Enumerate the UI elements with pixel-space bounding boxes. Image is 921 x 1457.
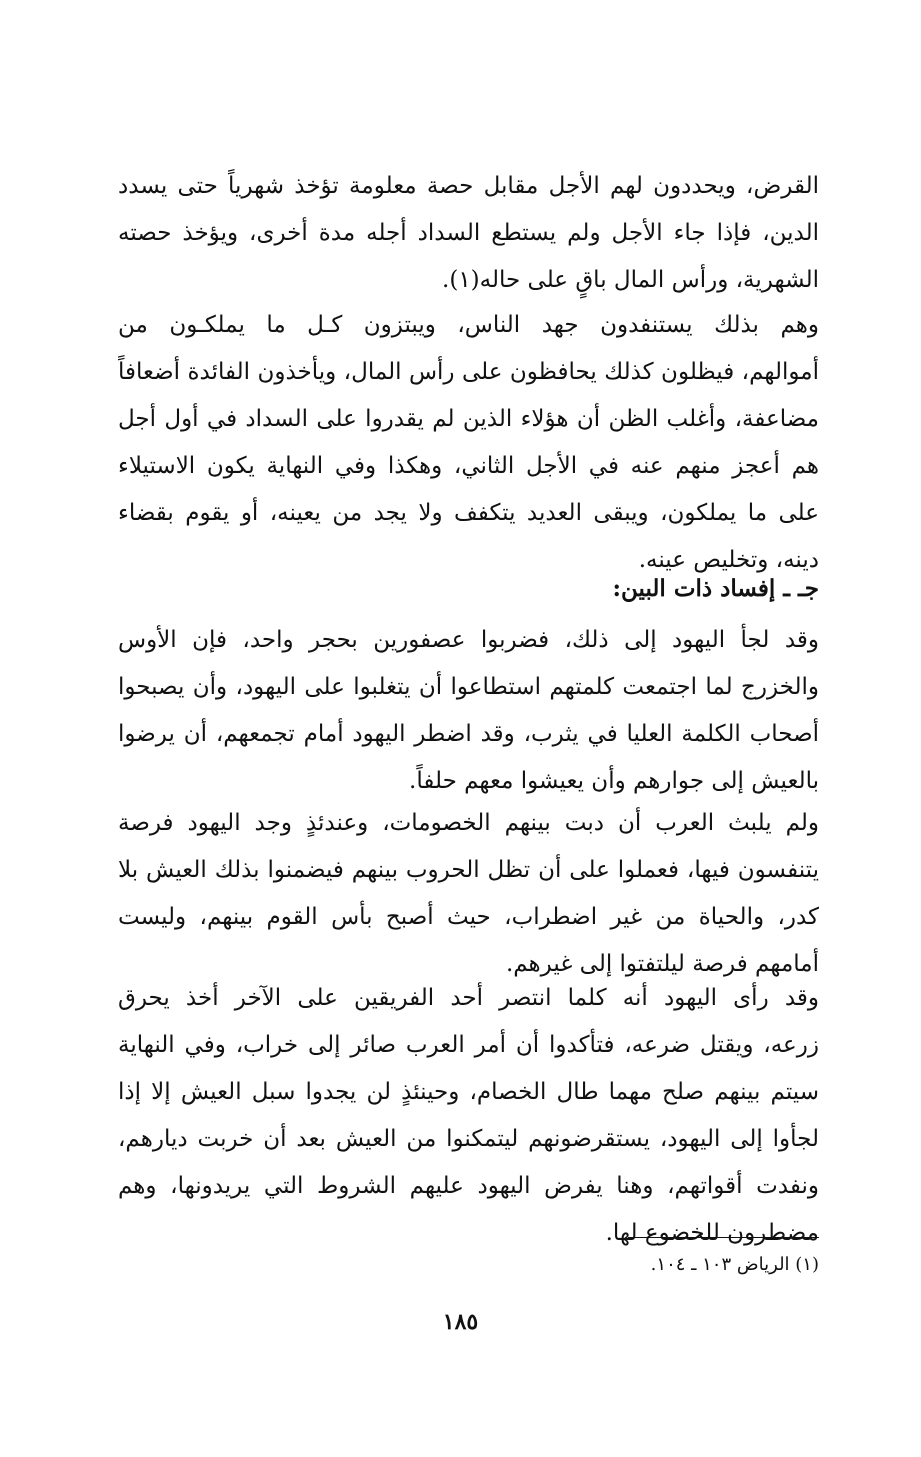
text-line: لجأوا إلى اليهود، يستقرضونهم ليتمكنوا من العيش بعد أن خربت ديارهم، xyxy=(118,1126,819,1152)
text-line: والخزرج لما اجتمعت كلمتهم استطاعوا أن يتغلبوا على اليهود، وأن يصبحوا xyxy=(118,674,819,700)
paragraph-3 xyxy=(118,617,819,805)
paragraph-4 xyxy=(118,800,819,988)
text-line: ونفدت أقواتهم، وهنا يفرض اليهود عليهم الشروط التي يريدونها، وهم xyxy=(118,1173,819,1199)
text-line: ولم يلبث العرب أن دبت بينهم الخصومات، وعندئذٍ وجد اليهود فرصة xyxy=(118,810,819,836)
text-line: وهم بذلك يستنفدون جهد الناس، ويبتزون كـل ما يملكـون من xyxy=(118,312,819,338)
text-line: سيتم بينهم صلح مهما طال الخصام، وحينئذٍ لن يجدوا سبل العيش إلا إذا xyxy=(118,1079,819,1105)
text-line: كدر، والحياة من غير اضطراب، حيث أصبح بأس القوم بينهم، وليست xyxy=(118,904,819,930)
text-line: مضاعفة، وأغلب الظن أن هؤلاء الذين لم يقدروا على السداد في أول أجل xyxy=(118,406,819,432)
page-number: ١٨٥ xyxy=(442,1309,479,1335)
paragraph-1 xyxy=(118,163,819,304)
text-line: على ما يملكون، ويبقى العديد يتكفف ولا يجد من يعينه، أو يقوم بقضاء xyxy=(118,500,819,526)
text-line: وقد رأى اليهود أنه كلما انتصر أحد الفريقين على الآخر أخذ يحرق xyxy=(118,985,819,1011)
paragraph-2 xyxy=(118,302,819,584)
text-line: الشهرية، ورأس المال باقٍ على حاله(١). xyxy=(442,267,819,293)
text-line: يتنفسون فيها، فعملوا على أن تظل الحروب بينهم فيضمنوا بذلك العيش بلا xyxy=(118,857,819,883)
text-line: دينه، وتخليص عينه. xyxy=(638,547,819,573)
text-line: الدين، فإذا جاء الأجل ولم يستطع السداد أجله مدة أخرى، ويؤخذ حصته xyxy=(118,220,819,246)
footnote-divider xyxy=(628,1237,819,1238)
paragraph-5 xyxy=(118,975,819,1257)
text-line: مضطرون للخضوع لها. xyxy=(605,1220,819,1246)
text-line: هم أعجز منهم عنه في الأجل الثاني، وهكذا وفي النهاية يكون الاستيلاء xyxy=(118,453,819,479)
text-line: أمامهم فرصة ليلتفتوا إلى غيرهم. xyxy=(505,951,819,977)
text-line: بالعيش إلى جوارهم وأن يعيشوا معهم حلفاً. xyxy=(409,768,819,794)
text-line: أموالهم، فيظلون كذلك يحافظون على رأس المال، ويأخذون الفائدة أضعافاً xyxy=(118,359,819,385)
text-line: القرض، ويحددون لهم الأجل مقابل حصة معلومة تؤخذ شهرياً حتى يسدد xyxy=(118,173,819,199)
text-line: زرعه، ويقتل ضرعه، فتأكدوا أن أمر العرب صائر إلى خراب، وفي النهاية xyxy=(118,1032,819,1058)
text-line: وقد لجأ اليهود إلى ذلك، فضربوا عصفورين بحجر واحد، فإن الأوس xyxy=(118,627,819,653)
text-line: أصحاب الكلمة العليا في يثرب، وقد اضطر اليهود أمام تجمعهم، أن يرضوا xyxy=(118,721,819,747)
section-heading: جـ ـ إفساد ذات البين: xyxy=(612,575,819,602)
footnote: (١) الرياض ١٠٣ ـ ١٠٤. xyxy=(650,1254,819,1275)
